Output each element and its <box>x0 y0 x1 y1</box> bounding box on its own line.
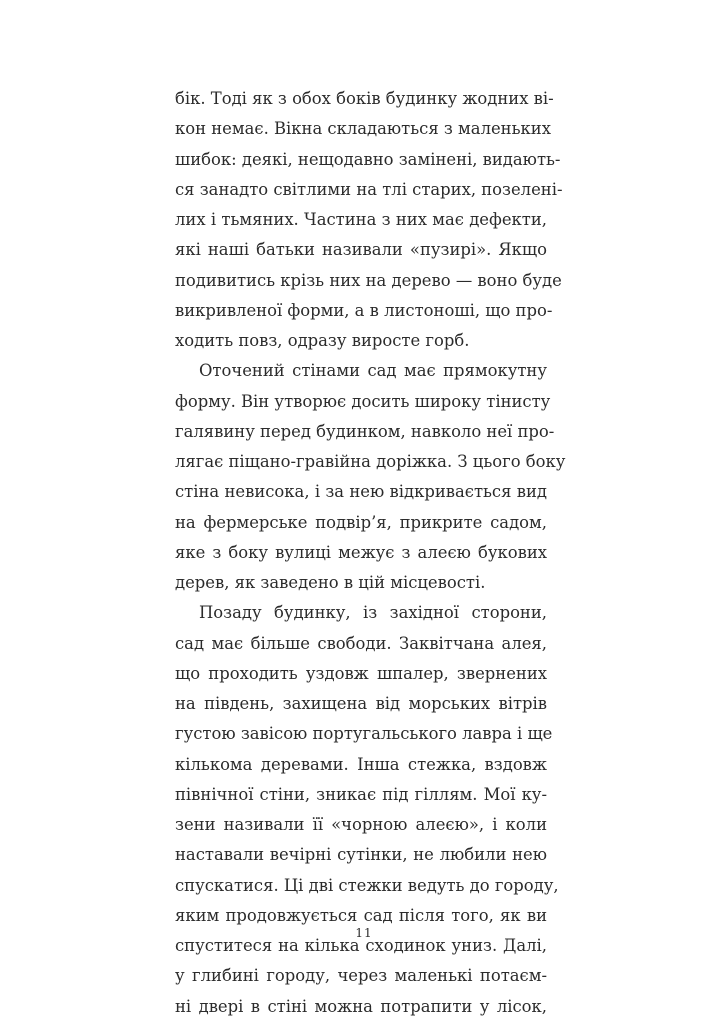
text-line: яким продовжується сад після того, як ви <box>175 905 547 925</box>
text-line: шибок: деякі, нещодавно замінені, видають- <box>175 149 561 169</box>
body-text <box>175 84 566 1022</box>
text-line: лягає піщано-гравійна доріжка. З цього боку <box>175 452 566 471</box>
text-line: яке з боку вулиці межує з алеєю букових <box>175 542 547 562</box>
text-line: спускатися. Ці дві стежки ведуть до городу, <box>175 875 559 895</box>
text-line: які наші батьки називали «пузирі». Якщо <box>175 240 547 260</box>
text-line: ся занадто світлими на тлі старих, позелені- <box>175 179 563 199</box>
text-line: дерев, як заведено в цій місцевості. <box>175 573 486 592</box>
text-line: густою завісою португальського лавра і ще <box>175 724 553 744</box>
text-line: кон немає. Вікна складаються з маленьких <box>175 119 551 139</box>
text-line: ні двері в стіні можна потрапити у лісок, <box>175 996 547 1016</box>
text-line: ходить повз, одразу виросте горб. <box>175 331 470 350</box>
text-line: лих і тьмяних. Частина з них має дефекти, <box>175 210 547 229</box>
text-line: наставали вечірні сутінки, не любили нею <box>175 845 547 865</box>
text-line: Оточений стінами сад має прямокутну <box>199 361 547 381</box>
text-line: сад має більше свободи. Заквітчана алея, <box>175 633 547 653</box>
text-line: бік. Тоді як з обох боків будинку жодних ві- <box>175 89 554 108</box>
text-line: форму. Він утворює досить широку тінисту <box>175 391 551 411</box>
text-line: Позаду будинку, із західної сторони, <box>199 603 547 623</box>
text-line: північної стіни, зникає під гіллям. Мої ку- <box>175 784 547 804</box>
text-line: подивитись крізь них на дерево — воно буде <box>175 270 562 290</box>
text-line: на південь, захищена від морських вітрів <box>175 694 547 713</box>
text-line: у глибині городу, через маленькі потаєм- <box>175 966 547 986</box>
text-line: викривленої форми, а в листоноші, що про- <box>175 300 553 320</box>
page-number: 11 <box>355 926 373 940</box>
text-line: на фермерське подвір’я, прикрите садом, <box>175 512 547 532</box>
text-line: галявину перед будинком, навколо неї про- <box>175 421 555 441</box>
text-line: зени називали її «чорною алеєю», і коли <box>175 815 547 834</box>
text-line: що проходить уздовж шпалер, звернених <box>175 663 547 683</box>
text-line: кількома деревами. Інша стежка, вздовж <box>175 754 547 774</box>
text-line: спуститеся на кілька сходинок униз. Далі, <box>175 936 547 955</box>
text-line: стіна невисока, і за нею відкривається вид <box>175 482 547 502</box>
